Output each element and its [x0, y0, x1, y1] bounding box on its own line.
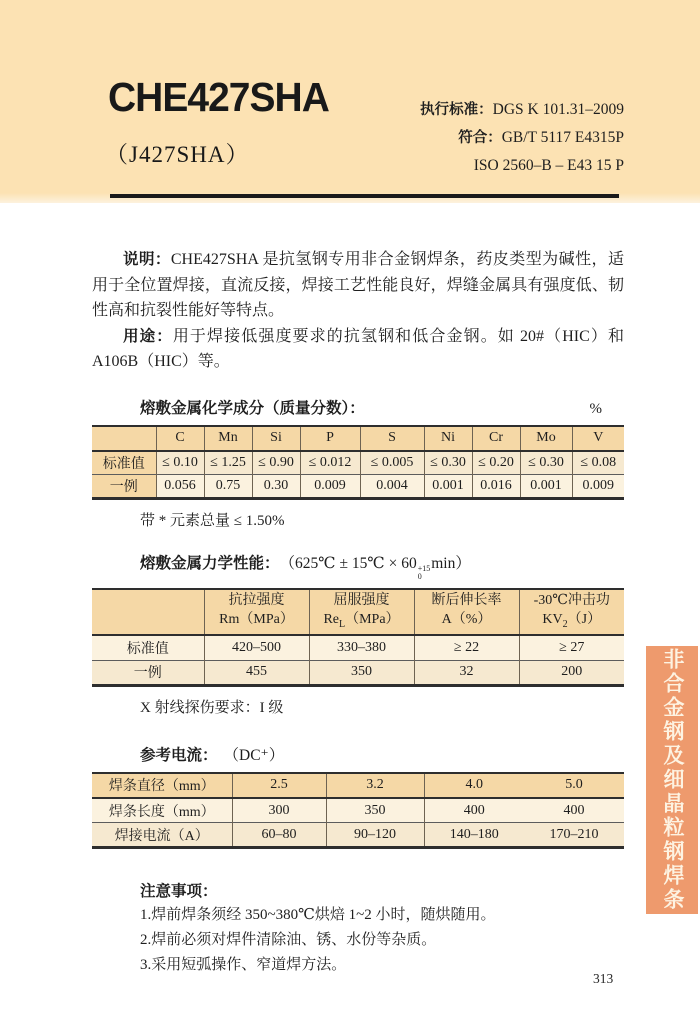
standard-label: 执行标准： — [420, 102, 493, 118]
table-cell: 400 — [424, 798, 524, 823]
table-cell: 0.056 — [156, 474, 204, 498]
usage-label: 用途： — [123, 327, 173, 345]
row-label: 标准值 — [92, 635, 204, 660]
table-cell: ≤ 0.30 — [520, 451, 572, 475]
row-label: 焊接电流（A） — [92, 823, 232, 848]
tolerance-sub: 0 — [417, 571, 422, 581]
note-item: 1.焊前焊条须经 350~380℃烘焙 1~2 小时，随烘随用。 — [140, 907, 496, 924]
standard-line — [420, 124, 624, 152]
table-row — [92, 451, 624, 475]
page-number: 313 — [593, 971, 614, 986]
standard-value: GB/T 5117 E4315P — [501, 129, 624, 146]
chem-footnote: 带 * 元素总量 ≤ 1.50% — [140, 512, 285, 529]
description-paragraph — [92, 247, 624, 324]
header-band — [0, 0, 700, 203]
table-row — [92, 474, 624, 498]
column-header: V — [572, 426, 624, 451]
column-header — [309, 589, 414, 636]
standard-value: DGS K 101.31–2009 — [492, 101, 624, 118]
column-header-line2: A（%） — [441, 611, 492, 627]
column-header: Cr — [472, 426, 520, 451]
xray-requirement: X 射线探伤要求：I 级 — [140, 699, 284, 716]
description-text: CHE427SHA 是抗氢钢专用非合金钢焊条，药皮类型为碱性，适用于全位置焊接，直流反接，焊接工艺性能良好，焊缝金属具有强度低、韧性高和抗裂性能好等特点。 — [92, 251, 624, 319]
main-content — [0, 203, 700, 978]
table-cell: 300 — [232, 798, 326, 823]
column-header: P — [300, 426, 360, 451]
table-cell: 3.2 — [326, 773, 424, 798]
column-header-line2: $Re_L(MPa)$ — [323, 611, 400, 630]
table-cell: 200 — [519, 660, 624, 685]
table-cell: 0.016 — [472, 474, 520, 498]
column-header — [414, 589, 519, 636]
table-cell: 420–500 — [204, 635, 309, 660]
table-cell: 455 — [204, 660, 309, 685]
table-cell: ≤ 0.08 — [572, 451, 624, 475]
table-cell: 60–80 — [232, 823, 326, 848]
table-row — [92, 798, 624, 823]
table-row — [92, 773, 624, 798]
current-heading-text: 参考电流： — [140, 746, 218, 764]
column-header-line1: 屈服强度 — [333, 592, 390, 608]
notes-heading-text: 注意事项： — [140, 883, 218, 901]
column-header: S — [360, 426, 424, 451]
table-cell: ≤ 0.30 — [424, 451, 472, 475]
category-side-tab-label: 非合金钢及细晶粒钢焊条 — [661, 648, 684, 912]
table-cell: ≤ 0.10 — [156, 451, 204, 475]
mech-condition — [280, 551, 471, 581]
column-header: C — [156, 426, 204, 451]
table-row — [92, 660, 624, 685]
standards-block — [420, 96, 624, 179]
notes-heading — [140, 879, 624, 901]
table-cell: 0.30 — [252, 474, 300, 498]
table-cell: 0.75 — [204, 474, 252, 498]
description-label: 说明： — [123, 251, 171, 268]
chem-unit: % — [589, 400, 602, 417]
column-header: Ni — [424, 426, 472, 451]
row-label: 标准值 — [92, 451, 156, 475]
mech-heading-text: 熔敷金属力学性能： — [140, 554, 280, 572]
column-header — [204, 589, 309, 636]
note-item: 2.焊前必须对焊件清除油、锈、水份等杂质。 — [140, 932, 437, 949]
table-cell: 170–210 — [524, 823, 624, 848]
note-item: 3.采用短弧操作、窄道焊方法。 — [140, 957, 347, 974]
mech-section-heading — [140, 551, 624, 581]
table-cell: ≤ 0.90 — [252, 451, 300, 475]
mech-condition-pre: （625℃ ± 15℃ × 60 — [279, 554, 417, 572]
table-cell: 32 — [414, 660, 519, 685]
table-cell: 4.0 — [424, 773, 524, 798]
table-cell: 330–380 — [309, 635, 414, 660]
standard-line — [420, 96, 624, 124]
chemical-composition-table — [92, 425, 624, 500]
table-cell: ≤ 0.005 — [360, 451, 424, 475]
corner-cell — [92, 589, 204, 636]
column-header: Si — [252, 426, 300, 451]
table-cell: ≥ 27 — [519, 635, 624, 660]
current-section-heading — [140, 743, 624, 765]
column-header-line2: Rm（MPa） — [219, 611, 294, 627]
table-cell: ≥ 22 — [414, 635, 519, 660]
table-row — [92, 823, 624, 848]
table-cell: 0.004 — [360, 474, 424, 498]
chem-section-heading — [140, 396, 624, 418]
product-alt-code: （J427SHA） — [105, 142, 250, 167]
table-cell: ≤ 0.20 — [472, 451, 520, 475]
row-label: 焊条长度（mm） — [92, 798, 232, 823]
chem-heading-text: 熔敷金属化学成分（质量分数）： — [140, 399, 365, 417]
column-header: Mo — [520, 426, 572, 451]
row-label: 焊条直径（mm） — [92, 773, 232, 798]
column-header: Mn — [204, 426, 252, 451]
tolerance-supsub — [418, 565, 431, 581]
standard-line — [420, 152, 624, 179]
table-row — [92, 635, 624, 660]
table-cell: 400 — [524, 798, 624, 823]
current-condition: （DC⁺） — [223, 746, 285, 764]
mechanical-properties-table — [92, 588, 624, 687]
reference-current-table — [92, 772, 624, 850]
standard-value: ISO 2560–B – E43 15 P — [473, 157, 624, 174]
table-cell: 2.5 — [232, 773, 326, 798]
corner-cell — [92, 426, 156, 451]
category-side-tab — [646, 646, 698, 914]
row-label: 一例 — [92, 660, 204, 685]
column-header-line2: $KV_2(J)$ — [542, 611, 602, 630]
column-header — [519, 589, 624, 636]
column-header-line1: -30℃冲击功 — [533, 592, 610, 608]
page-title: CHE427SHA — [108, 74, 329, 120]
table-cell: ≤ 1.25 — [204, 451, 252, 475]
usage-paragraph — [92, 324, 624, 375]
standard-label: 符合： — [458, 130, 502, 146]
table-cell: 0.009 — [572, 474, 624, 498]
row-label: 一例 — [92, 474, 156, 498]
table-cell: 350 — [309, 660, 414, 685]
usage-text: 用于焊接低强度要求的抗氢钢和低合金钢。如 20#（HIC）和 A106B（HIC）等。 — [92, 327, 624, 370]
table-cell: ≤ 0.012 — [300, 451, 360, 475]
table-cell: 90–120 — [326, 823, 424, 848]
table-cell: 5.0 — [524, 773, 624, 798]
header-divider-rule — [110, 194, 619, 198]
table-cell: 0.009 — [300, 474, 360, 498]
table-cell: 0.001 — [520, 474, 572, 498]
mech-condition-post: min） — [431, 554, 471, 572]
table-cell: 350 — [326, 798, 424, 823]
table-cell: 140–180 — [424, 823, 524, 848]
column-header-line1: 抗拉强度 — [228, 592, 285, 608]
column-header-line1: 断后伸长率 — [431, 592, 502, 608]
tolerance-sup: +15 — [417, 563, 431, 573]
table-cell: 0.001 — [424, 474, 472, 498]
